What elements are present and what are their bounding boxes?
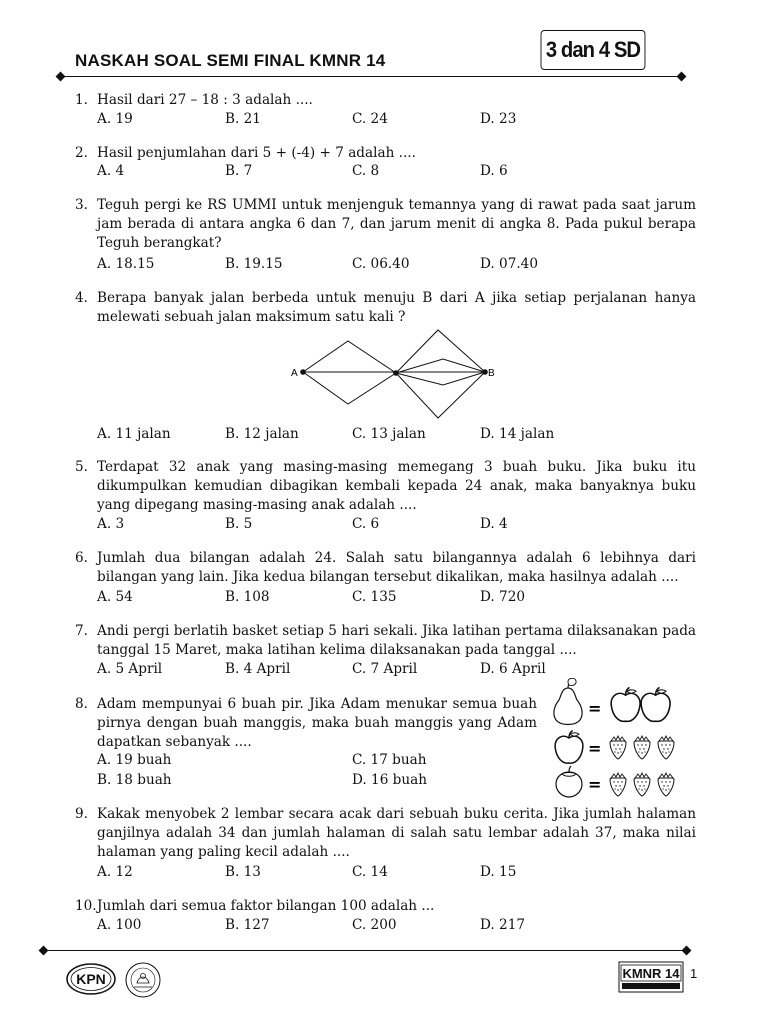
option-b: B. 12 jalan — [225, 426, 299, 442]
option-d: D. 23 — [480, 111, 517, 127]
option-c: C. 14 — [352, 864, 388, 880]
option-b: B. 21 — [225, 111, 261, 127]
option-b: B. 19.15 — [225, 256, 283, 272]
strawberry-icon — [634, 736, 650, 759]
question-7 — [75, 622, 696, 660]
strawberry-icon — [610, 773, 626, 796]
question-text: Andi pergi berlatih basket setiap 5 hari sekali. Jika latihan pertama dilaksanakan pada tanggal 15 Maret, maka latihan kelima dilaksanakan pada tanggal .... — [97, 623, 696, 658]
svg-text:KPN: KPN — [76, 971, 106, 987]
question-text: Hasil dari 27 – 18 : 3 adalah .... — [97, 92, 313, 108]
option-d: D. 15 — [480, 864, 517, 880]
label-b: B — [488, 368, 495, 379]
footer-rule-end-left — [39, 946, 49, 956]
option-c: C. 06.40 — [352, 256, 410, 272]
question-number: 5. — [75, 459, 88, 475]
option-a: A. 4 — [97, 163, 125, 179]
option-c: C. 17 buah — [352, 752, 427, 768]
node-middle — [393, 370, 399, 376]
route-lower-left — [303, 372, 396, 404]
grade-badge: 3 dan 4 SD — [541, 30, 646, 70]
question-text: Jumlah dari semua faktor bilangan 100 adalah ... — [97, 898, 435, 914]
question-4 — [75, 289, 696, 327]
route-lower-right-inner — [396, 372, 485, 385]
option-d: D. 16 buah — [352, 772, 427, 788]
option-d: D. 07.40 — [480, 256, 538, 272]
question-1 — [75, 91, 696, 110]
footer-rule-end-right — [682, 946, 692, 956]
option-b: B. 5 — [225, 516, 253, 532]
kmnr-logo — [618, 961, 684, 993]
pear-icon — [554, 678, 582, 724]
option-c: C. 7 April — [352, 661, 418, 677]
question-text: Hasil penjumlahan dari 5 + (-4) + 7 adalah .... — [97, 145, 416, 161]
question-number: 2. — [75, 145, 88, 161]
question-text: Adam mempunyai 6 buah pir. Jika Adam menukar semua buah pirnya dengan buah manggis, maka buah manggis yang Adam dapatkan sebanyak .... — [97, 696, 537, 750]
strawberry-icon — [658, 736, 674, 759]
option-a: A. 11 jalan — [97, 426, 171, 442]
question-text: Berapa banyak jalan berbeda untuk menuju B dari A jika setiap perjalanan hanya melewati sebuah jalan maksimum satu kali ? — [97, 290, 696, 325]
option-a: A. 54 — [97, 589, 133, 605]
header-rule-end-left — [56, 72, 66, 82]
apple-icon — [641, 687, 670, 721]
school-seal-logo — [124, 961, 162, 999]
option-a: A. 19 — [97, 111, 133, 127]
node-a — [300, 369, 306, 375]
option-d: D. 6 April — [480, 661, 546, 677]
question-10 — [75, 897, 696, 916]
page-title: NASKAH SOAL SEMI FINAL KMNR 14 — [75, 51, 386, 70]
route-upper-left — [303, 341, 396, 373]
question-number: 3. — [75, 197, 88, 213]
label-a: A — [291, 368, 298, 379]
question-text: Teguh pergi ke RS UMMI untuk menjenguk temannya yang di rawat pada saat jarum jam berada di antara angka 6 dan 7, dan jarum menit di angka 8. Pada pukul berapa Teguh berangkat? — [97, 197, 696, 251]
question-6 — [75, 549, 696, 587]
question-text: Jumlah dua bilangan adalah 24. Salah satu bilangannya adalah 6 lebihnya dari bilangan yang lain. Jika kedua bilangan tersebut dikalikan, maka hasilnya adalah .... — [97, 550, 696, 585]
fruit-puzzle — [548, 678, 688, 803]
route-upper-right-inner — [396, 359, 485, 373]
option-a: A. 19 buah — [97, 752, 172, 768]
question-number: 10. — [75, 898, 97, 914]
option-c: C. 135 — [352, 589, 397, 605]
option-c: C. 6 — [352, 516, 380, 532]
question-9 — [75, 805, 696, 862]
page-number: 1 — [690, 966, 698, 981]
option-a: A. 12 — [97, 864, 133, 880]
option-c: C. 8 — [352, 163, 380, 179]
mangosteen-icon — [556, 766, 582, 797]
apple-icon — [611, 687, 640, 721]
option-b: B. 127 — [225, 917, 270, 933]
question-number: 9. — [75, 806, 88, 822]
strawberry-icon — [634, 773, 650, 796]
option-c: C. 13 jalan — [352, 426, 426, 442]
route-diagram — [285, 325, 500, 425]
header-rule-end-right — [677, 72, 687, 82]
option-b: B. 7 — [225, 163, 253, 179]
strawberry-icon — [658, 773, 674, 796]
option-a: A. 3 — [97, 516, 125, 532]
option-d: D. 4 — [480, 516, 508, 532]
svg-text:KMNR 14: KMNR 14 — [622, 966, 680, 981]
option-d: D. 6 — [480, 163, 508, 179]
equals-sign: = — [588, 699, 602, 718]
question-5 — [75, 458, 696, 515]
option-b: B. 108 — [225, 589, 270, 605]
question-number: 8. — [75, 696, 88, 712]
option-a: A. 18.15 — [97, 256, 155, 272]
option-b: B. 4 April — [225, 661, 291, 677]
footer-rule — [43, 950, 687, 951]
header-rule — [60, 76, 682, 77]
question-3 — [75, 196, 696, 253]
option-b: B. 18 buah — [97, 772, 172, 788]
route-lower-right-outer — [396, 372, 485, 418]
option-a: A. 100 — [97, 917, 142, 933]
option-c: C. 24 — [352, 111, 388, 127]
equals-sign: = — [588, 775, 602, 794]
option-a: A. 5 April — [97, 661, 163, 677]
apple-icon — [555, 731, 583, 764]
kpn-logo — [65, 962, 117, 996]
option-d: D. 720 — [480, 589, 526, 605]
question-text: Terdapat 32 anak yang masing-masing memegang 3 buah buku. Jika buku itu dikumpulkan kemudian dibagikan kembali kepada 24 anak, maka banyaknya buku yang dipegang masing-masing anak adalah .... — [97, 459, 696, 513]
question-8 — [75, 695, 537, 752]
strawberry-icon — [610, 736, 626, 759]
equals-sign: = — [588, 739, 602, 758]
question-2 — [75, 144, 696, 163]
option-c: C. 200 — [352, 917, 397, 933]
node-b — [482, 369, 488, 375]
question-number: 4. — [75, 290, 88, 306]
option-b: B. 13 — [225, 864, 261, 880]
question-number: 1. — [75, 92, 88, 108]
option-d: D. 217 — [480, 917, 526, 933]
route-upper-right-outer — [396, 330, 485, 373]
question-text: Kakak menyobek 2 lembar secara acak dari sebuah buku cerita. Jika jumlah halaman ganjilnya adalah 34 dan jumlah halaman di salah satu lembar adalah 37, maka nilai halaman yang paling kecil adalah .... — [97, 806, 696, 860]
option-d: D. 14 jalan — [480, 426, 555, 442]
question-number: 6. — [75, 550, 88, 566]
question-number: 7. — [75, 623, 88, 639]
